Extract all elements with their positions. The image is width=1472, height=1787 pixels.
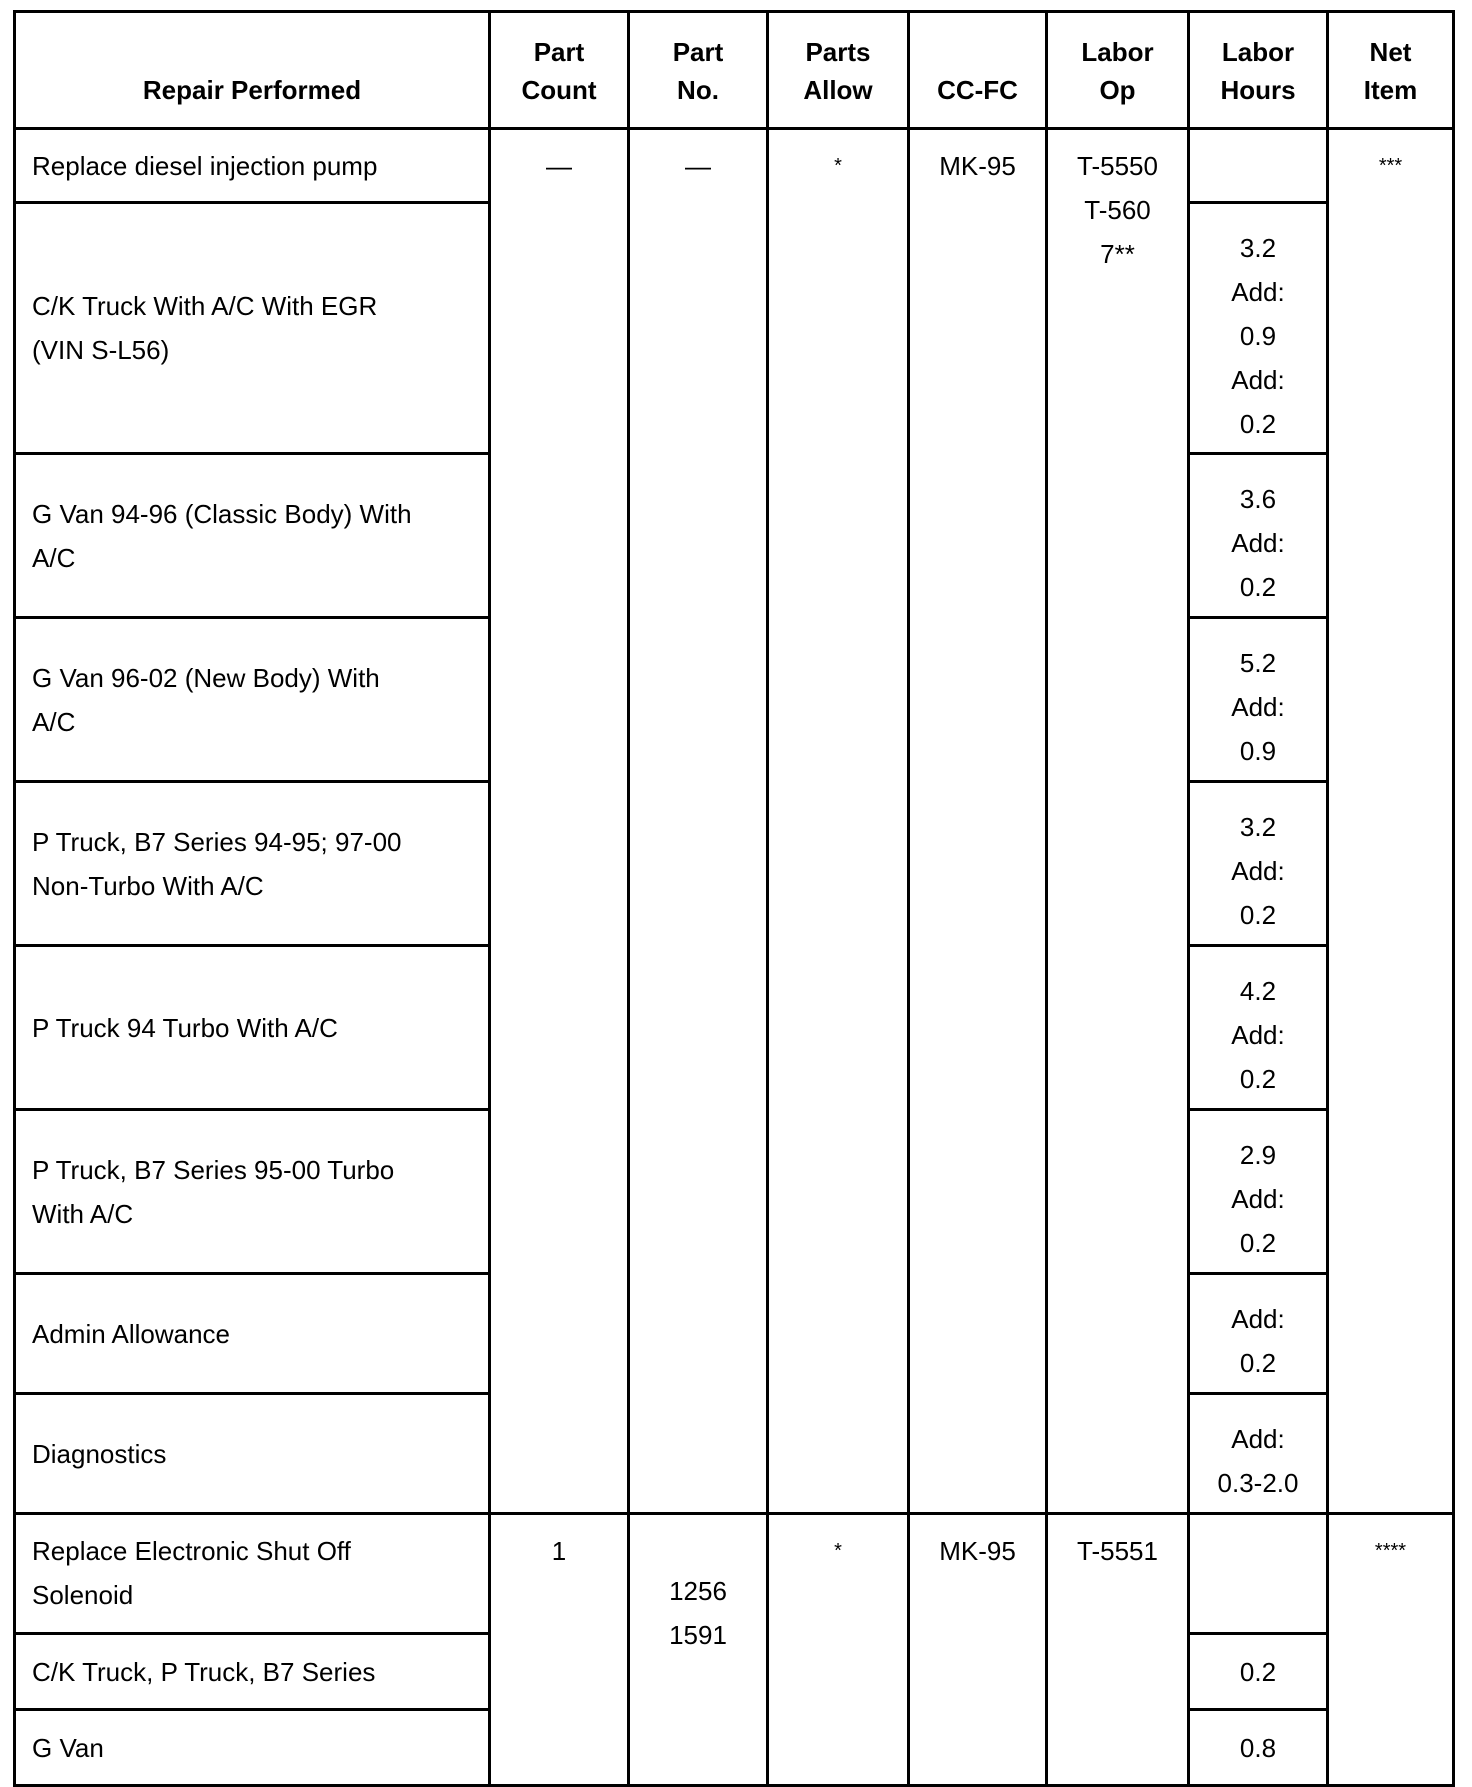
- repair-label: P Truck, B7 Series 94-95; 97-00 Non-Turbo With A/C: [15, 782, 490, 946]
- labor-hours-cell: 3.2 Add: 0.9 Add: 0.2: [1189, 203, 1328, 454]
- repair-title: Replace Electronic Shut Off Solenoid: [15, 1514, 490, 1634]
- labor-op-cell: T-5550 T-560 7**: [1047, 129, 1189, 1514]
- repair-title: Replace diesel injection pump: [15, 129, 490, 203]
- labor-table: [13, 10, 1455, 1787]
- net-item-cell: ***: [1328, 129, 1454, 1514]
- header-parts-allow: Parts Allow: [768, 12, 909, 129]
- repair-label: C/K Truck, P Truck, B7 Series: [15, 1634, 490, 1710]
- header-row: [15, 12, 1454, 129]
- labor-hours-cell: Add: 0.2: [1189, 1274, 1328, 1394]
- header-part-count: Part Count: [490, 12, 629, 129]
- labor-hours-cell: 3.2 Add: 0.2: [1189, 782, 1328, 946]
- header-repair-performed: Repair Performed: [15, 12, 490, 129]
- parts-allow-cell: *: [768, 1514, 909, 1786]
- cc-fc-cell: MK-95: [909, 129, 1047, 1514]
- part-count-cell: 1: [490, 1514, 629, 1786]
- labor-hours-cell: 2.9 Add: 0.2: [1189, 1110, 1328, 1274]
- header-labor-op: Labor Op: [1047, 12, 1189, 129]
- labor-hours-cell: 4.2 Add: 0.2: [1189, 946, 1328, 1110]
- repair-label: Admin Allowance: [15, 1274, 490, 1394]
- labor-hours-cell: 0.8: [1189, 1710, 1328, 1786]
- header-net-item: Net Item: [1328, 12, 1454, 129]
- net-item-cell: ****: [1328, 1514, 1454, 1786]
- cc-fc-cell: MK-95: [909, 1514, 1047, 1786]
- repair-label: P Truck 94 Turbo With A/C: [15, 946, 490, 1110]
- labor-hours-cell: [1189, 1514, 1328, 1634]
- labor-hours-cell: 3.6 Add: 0.2: [1189, 454, 1328, 618]
- repair-label: C/K Truck With A/C With EGR (VIN S-L56): [15, 203, 490, 454]
- part-no-cell: 1256 1591: [629, 1514, 768, 1786]
- part-no-cell: —: [629, 129, 768, 1514]
- labor-hours-cell: Add: 0.3-2.0: [1189, 1394, 1328, 1514]
- table-row: [15, 129, 1454, 203]
- repair-label: G Van 94-96 (Classic Body) With A/C: [15, 454, 490, 618]
- labor-hours-cell: 5.2 Add: 0.9: [1189, 618, 1328, 782]
- repair-label: P Truck, B7 Series 95-00 Turbo With A/C: [15, 1110, 490, 1274]
- header-labor-hours: Labor Hours: [1189, 12, 1328, 129]
- repair-label: G Van: [15, 1710, 490, 1786]
- labor-hours-cell: 0.2: [1189, 1634, 1328, 1710]
- part-count-cell: —: [490, 129, 629, 1514]
- repair-label: G Van 96-02 (New Body) With A/C: [15, 618, 490, 782]
- repair-label: Diagnostics: [15, 1394, 490, 1514]
- parts-allow-cell: *: [768, 129, 909, 1514]
- header-part-no: Part No.: [629, 12, 768, 129]
- table-row: [15, 1514, 1454, 1634]
- header-cc-fc: CC-FC: [909, 12, 1047, 129]
- labor-op-cell: T-5551: [1047, 1514, 1189, 1786]
- labor-hours-cell: [1189, 129, 1328, 203]
